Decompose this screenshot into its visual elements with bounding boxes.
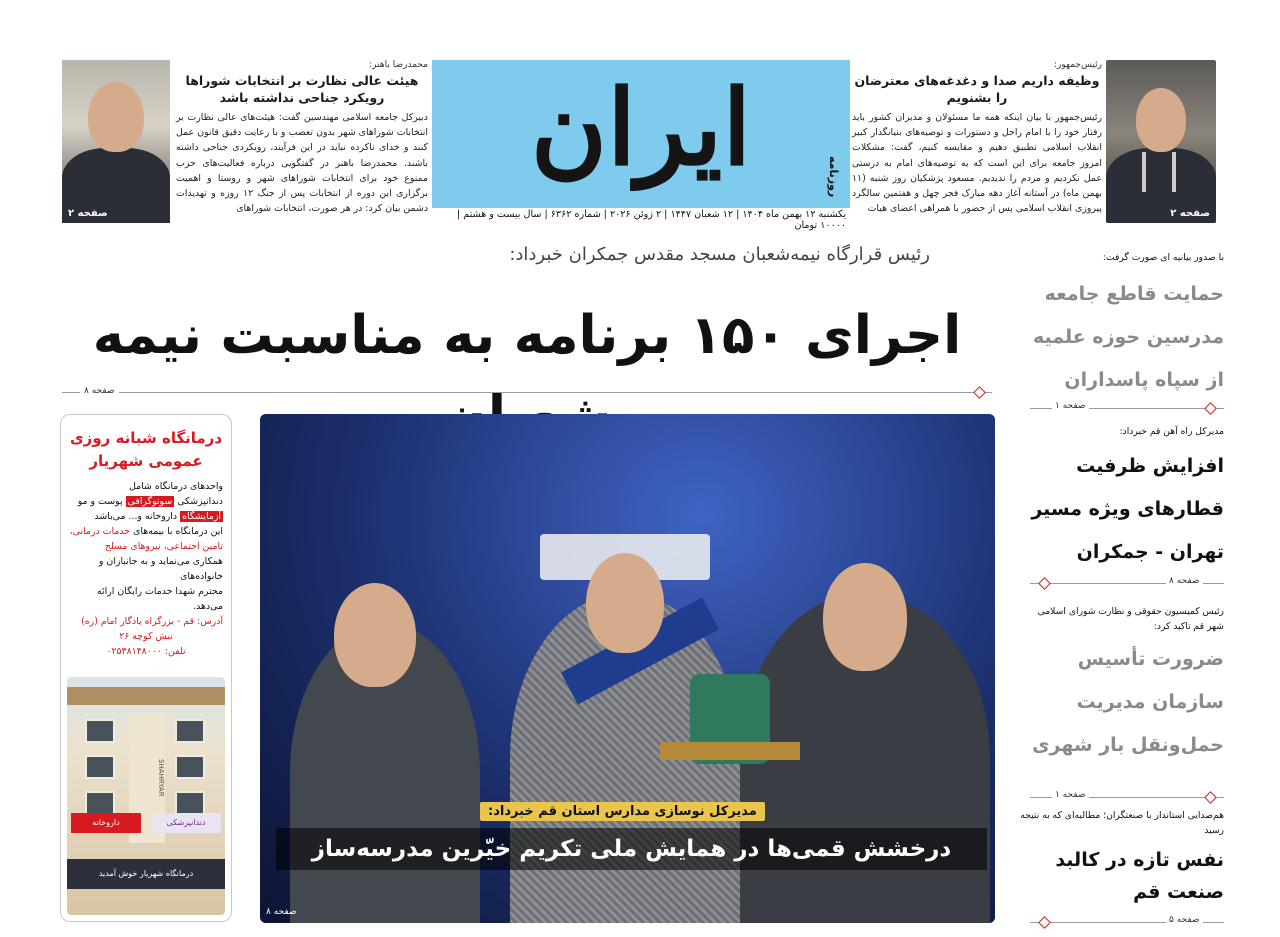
ad-line-part: این درمانگاه با بیمه‌های: [133, 526, 223, 537]
ad-line: [69, 509, 223, 524]
ad-line: محترم شهدا خدمات رایگان ارائه می‌دهد.: [97, 586, 223, 612]
bahonar-photo: [62, 60, 170, 223]
right-story-1: [1018, 250, 1224, 402]
clinic-entrance-sign: درمانگاه شهریار خوش آمدید: [67, 859, 225, 889]
ad-highlight: سونوگرافی: [127, 496, 173, 507]
window: [175, 719, 205, 743]
window: [85, 719, 115, 743]
story-kicker: محمدرضا باهنر:: [369, 60, 428, 70]
story-kicker: مدیرکل راه آهن قم خبرداد:: [1119, 426, 1224, 437]
headline-line: ضرورت تأسیس: [1077, 648, 1224, 670]
diamond-icon: [1038, 916, 1051, 929]
divider: [62, 392, 992, 393]
ad-line: [69, 494, 223, 509]
ad-phone: تلفن: ۰۲۵۳۸۱۴۸۰۰۰: [106, 646, 186, 657]
masthead: [432, 60, 850, 208]
main-headline[interactable]: اجرای ۱۵۰ برنامه به مناسبت نیمه: [92, 305, 962, 366]
pharmacy-sign: داروخانه: [71, 813, 141, 833]
story-body: رئیس‌جمهور با بیان اینکه همه ما مسئولان و مدیران کشور باید رفتار خود را با امام راحل و دستورات و توصیه‌های بنیانگذار کبیر انقلاب اسلامی تطبیق دهیم و مقایسه کنیم، گفت: مشکلات امروز جامعه برای این است که به توصیه‌های امام به درستی عمل نکردیم و مردم را ندیدیم. مسعود پزشکیان روز شنبه (۱۱ بهمن ماه) در آستانه آغاز دهه مبارک فجر چهل و هفتمین سالگرد پیروزی انقلاب اسلامی پس از حضور با همراهی اعضای هیات: [852, 112, 1102, 215]
photo-caption-headline[interactable]: درخشش قمی‌ها در همایش ملی تکریم خیّرین مدرسه‌ساز: [276, 828, 987, 870]
ad-highlight: آزمایشگاه: [182, 511, 221, 522]
window: [175, 791, 205, 815]
ad-line: همکاری می‌نماید و به جانبازان و خانواده‌های: [98, 556, 223, 582]
page-ref: صفحه ۵: [1166, 915, 1203, 925]
masthead-subtitle: روزنامه: [827, 156, 840, 198]
clinic-advertisement[interactable]: [60, 414, 232, 922]
page-ref: صفحه ۲: [1170, 208, 1210, 219]
page-ref: صفحه ۸: [266, 907, 297, 917]
face-shape: [1136, 88, 1186, 152]
ad-line: واحدهای درمانگاه شامل: [129, 481, 223, 492]
headline-line: مدرسین حوزه علمیه: [1033, 326, 1224, 348]
headline-line: سازمان مدیریت: [1076, 691, 1224, 713]
story-kicker: رئیس کمیسیون حقوقی و نظارت شورای اسلامی شهر قم تاکید کرد:: [1037, 606, 1224, 632]
right-story-4: [1018, 808, 1224, 908]
story-kicker: با صدور بیانیه ای صورت گرفت:: [1102, 252, 1224, 263]
story-headline[interactable]: هیئت عالی نظارت بر انتخابات شوراها رویکرد جناحی نداشته باشد: [185, 73, 419, 105]
diamond-icon: [1204, 402, 1217, 415]
page-ref: صفحه ۱: [1052, 790, 1089, 800]
story-headline[interactable]: [1018, 273, 1224, 402]
face-shape: [334, 583, 416, 687]
page-ref: صفحه ۲: [68, 208, 108, 219]
photo-caption-kicker: مدیرکل نوسازی مدارس استان قم خبرداد:: [480, 802, 765, 821]
story-body: دبیرکل جامعه اسلامی مهندسین گفت: هیئت‌های عالی نظارت بر انتخابات شوراهای شهر بدون تعصب و با رعایت دقیق قانون عمل کنند و خدای ناکرده نباید در این فرآیند، رویکردی جناحی داشته باشند. محمدرضا باهنر در گفتگویی درباره فعالیت‌های حزب ممنوع خود برای انتخابات شوراهای شهر و روستا و اهمیت برگزاری این دوره از انتخابات پس از جنگ ۱۲ روزه و تهدیدات دشمن بیان کرد: در هر صورت، انتخابات شوراهای: [176, 112, 428, 215]
ad-address: آدرس: قم - بزرگراه یادگار امام (ره): [81, 616, 223, 627]
diamond-icon: [1038, 577, 1051, 590]
story-kicker: رئیس‌جمهور:: [1054, 60, 1102, 70]
diamond-icon: [1204, 791, 1217, 804]
headline-line: حمایت قاطع جامعه: [1044, 283, 1224, 305]
right-story-3: [1018, 604, 1224, 767]
clinic-building-photo: [67, 677, 225, 915]
right-story-2: [1018, 424, 1224, 574]
ad-highlight: خدمات درمانی،: [69, 526, 131, 537]
window: [85, 755, 115, 779]
window: [175, 755, 205, 779]
page-ref: صفحه ۱: [1052, 401, 1089, 411]
story-headline[interactable]: وظیفه داریم صدا و دغدغه‌های معترضان را بشنویم: [854, 73, 1100, 105]
page-ref: صفحه ۸: [80, 386, 119, 396]
microphone-icon: [1172, 152, 1176, 192]
dateline: یکشنبه ۱۲ بهمن ماه ۱۴۰۴ | ۱۲ شعبان ۱۴۴۷ | ۲ ژوئن ۲۰۲۶ | شماره ۶۳۶۲ | سال بیست و هشتم | ۱۰۰۰۰ تومان: [457, 209, 846, 231]
building-vertical-sign: SHAHRYAR: [129, 713, 165, 843]
story-headline[interactable]: [1018, 445, 1224, 574]
ad-text: [61, 473, 231, 659]
headline-line: صنعت قم: [1133, 881, 1224, 903]
ad-line-part: پوست و مو: [77, 496, 123, 507]
dentistry-sign: دندانپزشکی: [151, 813, 221, 833]
face-shape: [823, 563, 907, 671]
story-kicker: هم‌صدایی استاندار با صنعتگران؛ مطالبه‌ای که به نتیجه رسید: [1020, 810, 1224, 836]
ad-line-part: دندانپزشکی: [177, 496, 223, 507]
ad-address: نبش کوچه ۲۶: [119, 631, 173, 642]
ad-line-part: داروخانه و... می‌باشد: [94, 511, 178, 522]
ceremony-photo[interactable]: [260, 414, 995, 923]
ad-line: [69, 524, 223, 539]
face-shape: [88, 82, 144, 152]
ad-line: تامین اجتماعی، نیروهای مسلح: [104, 541, 223, 552]
face-shape: [586, 553, 664, 653]
headline-line: حمل‌ونقل بار شهری: [1032, 734, 1224, 756]
newspaper-logo: ایران: [530, 66, 752, 189]
headline-line: تهران - جمکران: [1076, 541, 1224, 563]
top-left-story: [176, 60, 428, 225]
roof-sign: [67, 687, 225, 705]
president-photo: [1106, 60, 1216, 223]
headline-line: از سپاه پاسداران: [1064, 369, 1224, 391]
story-headline[interactable]: [1018, 638, 1224, 767]
headline-line: افزایش ظرفیت: [1076, 455, 1224, 477]
ad-title: درمانگاه شبانه روزی عمومی شهریار: [69, 429, 223, 470]
window: [85, 791, 115, 815]
top-right-story: [852, 60, 1102, 225]
page-ref: صفحه ۸: [1166, 576, 1203, 586]
main-kicker: رئیس قرارگاه نیمه‌شعبان مسجد مقدس جمکران خبرداد:: [509, 244, 930, 265]
trophy-base: [660, 742, 800, 760]
headline-line: قطارهای ویژه مسیر: [1031, 498, 1224, 520]
story-headline[interactable]: [1018, 844, 1224, 908]
headline-line: نفس تازه در کالبد: [1055, 849, 1224, 871]
microphone-icon: [1142, 152, 1146, 192]
